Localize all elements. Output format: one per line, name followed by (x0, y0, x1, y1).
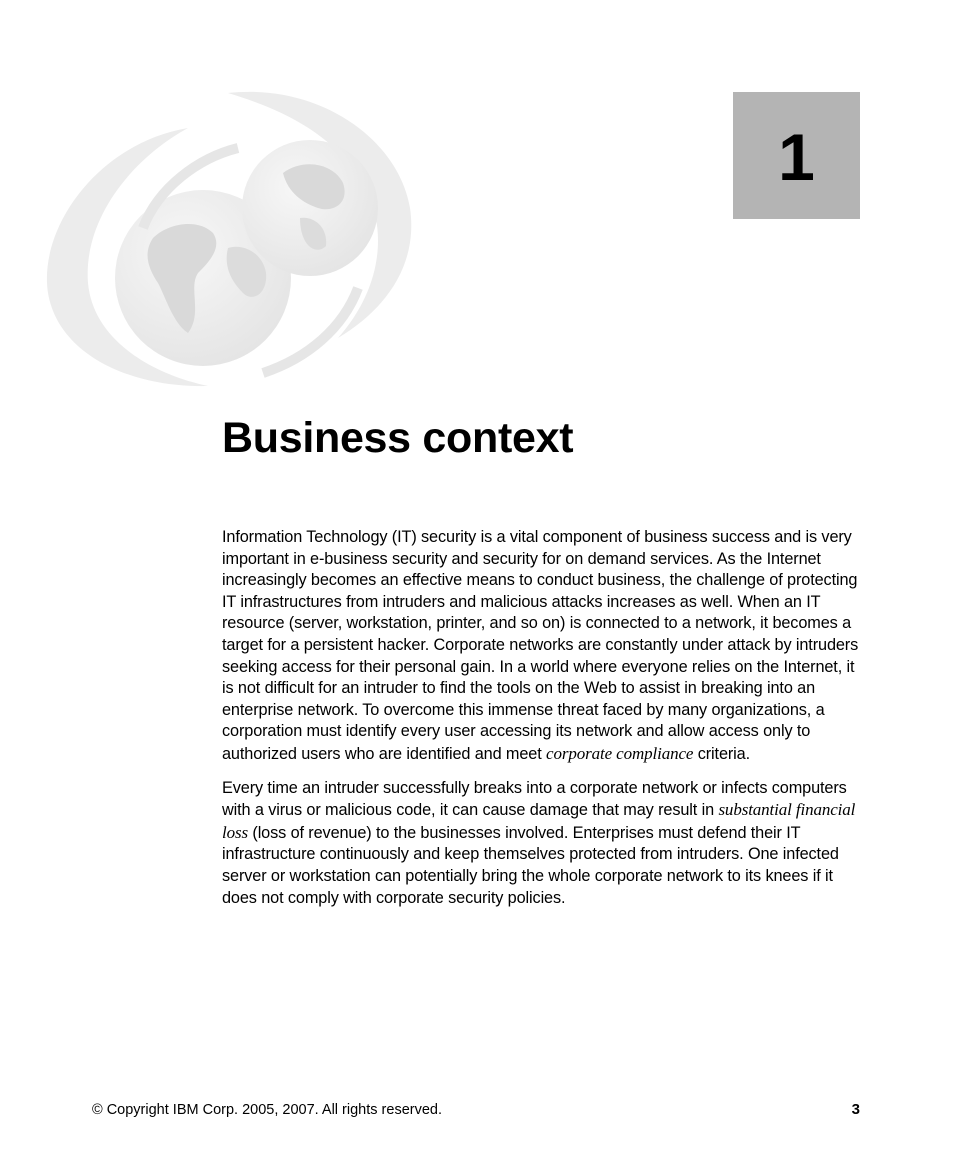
paragraph-1-text-end: criteria. (693, 744, 751, 763)
paragraph-1 (222, 527, 862, 766)
chapter-number-box (733, 92, 860, 219)
paragraph-1-text-start: Information Technology (IT) security is a vital component of business success and is very important in e-business security and security for on demand services. As the Internet increasingly becomes an effective means to conduct business, the challenge of protecting IT infrastructures from intruders and malicious attacks increases as well. When an IT resource (server, workstation, printer, and so on) is connected to a network, it becomes a target for a persistent hacker. Corporate networks are constantly under attack by intruders seeking access for their personal gain. In a world where everyone relies on the Internet, it is not difficult for an intruder to find the tools on the Web to assist in breaking into an enterprise network. To overcome this immense threat faced by many organizations, a corporation must identify every user accessing its network and allow access only to authorized users who are identified and meet (222, 528, 859, 763)
chapter-body (222, 527, 862, 921)
paragraph-2 (222, 778, 862, 910)
emphasis-corporate-compliance: corporate compliance (546, 743, 694, 763)
emphasis-financial-loss: substantial financial loss (222, 800, 856, 842)
paragraph-2-text-end: (loss of revenue) to the businesses involved. Enterprises must defend their IT infrastructure continuously and keep themselves protected from intruders. One infected server or workstation can potentially bring the whole corporate network to its knees if it does not comply with corporate security policies. (222, 823, 839, 907)
page-number: 3 (851, 1101, 860, 1118)
paragraph-2-text-start: Every time an intruder successfully breaks into a corporate network or infects computers with a virus or malicious code, it can cause damage that may result in (222, 778, 847, 820)
globe-swirl-icon (38, 88, 418, 393)
chapter-number: 1 (778, 119, 815, 194)
copyright-notice: © Copyright IBM Corp. 2005, 2007. All rights reserved. (92, 1102, 442, 1118)
chapter-title: Business context (222, 414, 574, 462)
